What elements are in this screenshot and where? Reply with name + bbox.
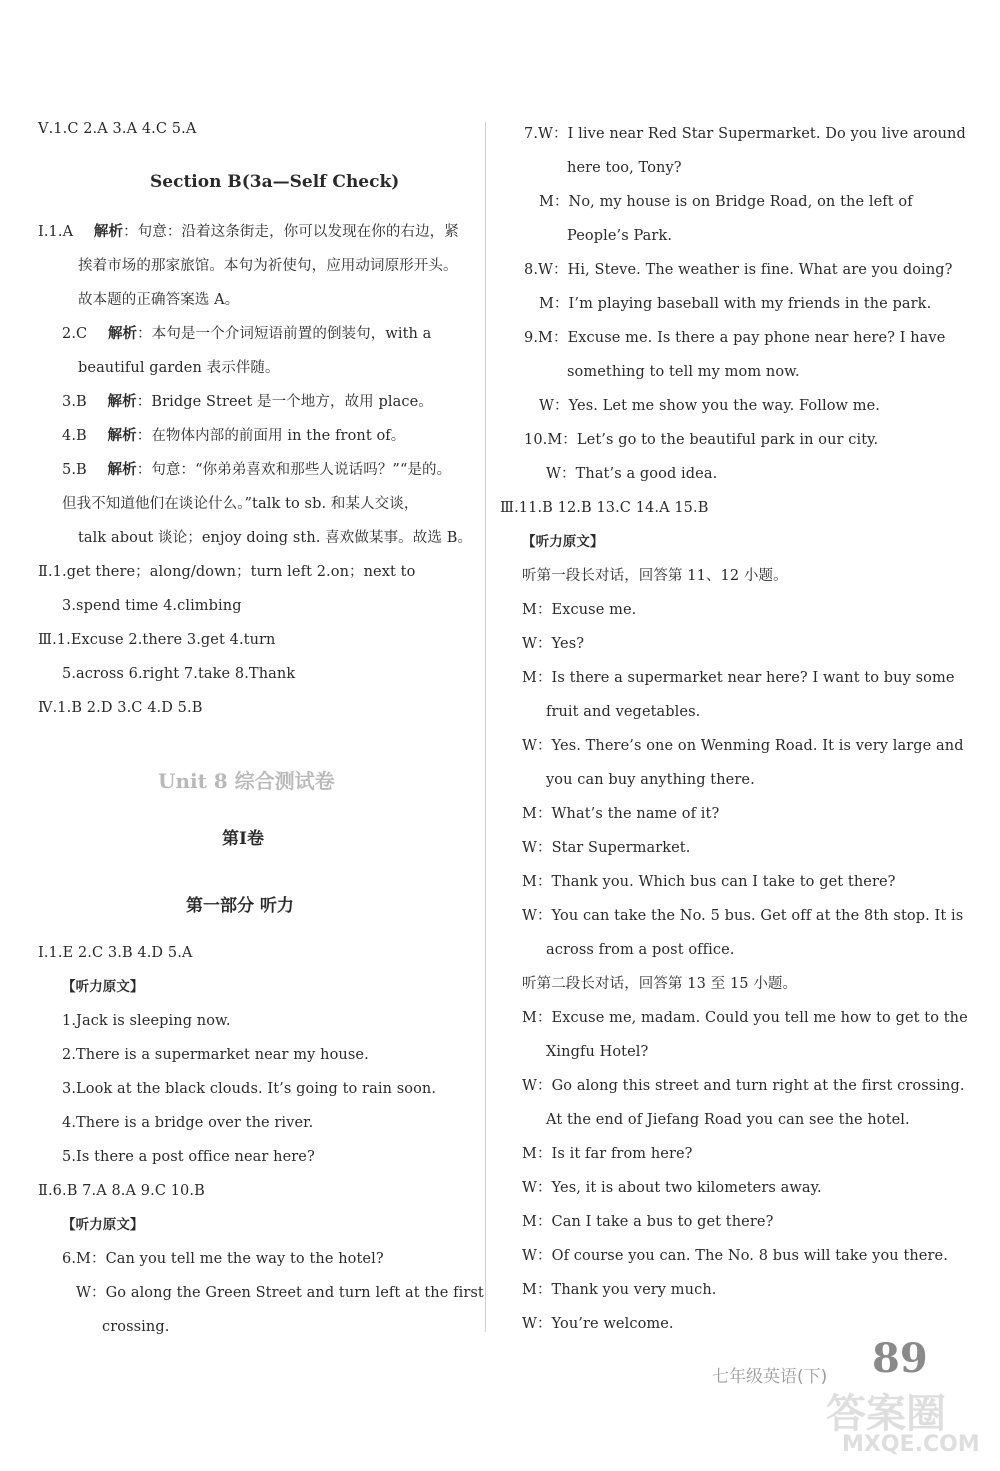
q3-line <box>62 392 433 412</box>
watermark-url: MXQE.COM <box>842 1432 980 1457</box>
juan-title: 第Ⅰ卷 <box>222 829 264 849</box>
dialog-10-w: W：That’s a good idea. <box>546 466 718 482</box>
conv1-line-5: M：What’s the name of it? <box>522 806 720 822</box>
sentence-2: 2.There is a supermarket near my house. <box>62 1047 369 1063</box>
dialog-7-m-1: M：No, my house is on Bridge Road, on the left of <box>539 194 913 210</box>
iii-answers: Ⅲ.11.B 12.B 13.C 14.A 15.B <box>500 500 709 516</box>
q3-text: ：Bridge Street 是一个地方，故用 place。 <box>136 394 433 410</box>
watermark-logo: 答案圈 <box>826 1391 946 1437</box>
conv1-line-6: W：Star Supermarket. <box>522 840 691 856</box>
conv1-line-1: M：Excuse me. <box>522 602 637 618</box>
dialog-10-m: 10.M：Let’s go to the beautiful park in our city. <box>524 432 879 448</box>
dialog-6-m: 6.M：Can you tell me the way to the hotel? <box>62 1251 384 1267</box>
q5-analysis-tag: 解析 <box>107 461 137 478</box>
q2-line-2: beautiful garden 表示伴随。 <box>78 360 280 376</box>
conv1-line-4a: W：Yes. There’s one on Wenming Road. It is very large and <box>522 738 964 754</box>
conv1-line-4b: you can buy anything there. <box>546 772 755 788</box>
sentence-4: 4.There is a bridge over the river. <box>62 1115 314 1131</box>
conv1-line-3a: M：Is there a supermarket near here? I want to buy some <box>522 670 955 686</box>
q4-text: ：在物体内部的前面用 in the front of。 <box>136 428 406 444</box>
conv2-line-8: W：You’re welcome. <box>522 1316 674 1332</box>
conv1-line-3b: fruit and vegetables. <box>546 704 701 720</box>
dialog-8-w: 8.W：Hi, Steve. The weather is fine. What are you doing? <box>524 262 953 278</box>
listening-label-1: 【听力原文】 <box>62 979 144 995</box>
dialog-8-m: M：I’m playing baseball with my friends in the park. <box>539 296 932 312</box>
page-number: 89 <box>872 1335 928 1382</box>
q1-line-1 <box>38 222 459 242</box>
q4-line <box>62 426 405 446</box>
q4-analysis-tag: 解析 <box>107 427 137 444</box>
book-title: 七年级英语(下) <box>712 1367 828 1387</box>
conv2-line-6: W：Of course you can. The No. 8 bus will take you there. <box>522 1248 948 1264</box>
section-b-heading: Section B(3a—Self Check) <box>150 172 400 192</box>
q4-label: 4.B <box>62 428 87 444</box>
conv2-line-2b: At the end of Jiefang Road you can see the hotel. <box>546 1112 910 1128</box>
q3-analysis-tag: 解析 <box>107 393 137 410</box>
conv2-line-5: M：Can I take a bus to get there? <box>522 1214 774 1230</box>
q1-label: Ⅰ.1.A <box>38 224 74 240</box>
part-one-title: 第一部分 听力 <box>186 896 294 916</box>
conv2-line-4: W：Yes, it is about two kilometers away. <box>522 1180 822 1196</box>
q5-label: 5.B <box>62 462 87 478</box>
i-answers: Ⅰ.1.E 2.C 3.B 4.D 5.A <box>38 945 193 961</box>
listening-label-3: 【听力原文】 <box>522 534 604 550</box>
dialog-7-m-2: People’s Park. <box>567 228 673 244</box>
iii-line-2: 5.across 6.right 7.take 8.Thank <box>62 666 296 682</box>
conv2-line-7: M：Thank you very much. <box>522 1282 717 1298</box>
q1-analysis-tag: 解析 <box>93 223 124 240</box>
ii-line-2: 3.spend time 4.climbing <box>62 598 242 614</box>
conv2-line-1b: Xingfu Hotel? <box>546 1044 649 1060</box>
dialog-6-w-1: W：Go along the Green Street and turn left at the first <box>76 1285 484 1301</box>
q3-label: 3.B <box>62 394 87 410</box>
q1-line-2: 挨着市场的那家旅馆。本句为祈使句，应用动词原形开头。 <box>78 258 458 274</box>
column-divider <box>485 122 486 1332</box>
sentence-5: 5.Is there a post office near here? <box>62 1149 315 1165</box>
answer-line-v: Ⅴ.1.C 2.A 3.A 4.C 5.A <box>38 121 197 137</box>
q2-label: 2.C <box>62 326 88 342</box>
conv2-line-3: M：Is it far from here? <box>522 1146 693 1162</box>
dialog-9-m-2: something to tell my mom now. <box>567 364 800 380</box>
conv2-line-2a: W：Go along this street and turn right at the first crossing. <box>522 1078 965 1094</box>
conv1-line-8b: across from a post office. <box>546 942 735 958</box>
intro-second-dialog: 听第二段长对话，回答第 13 至 15 小题。 <box>522 976 798 992</box>
q2-analysis-tag: 解析 <box>107 325 138 342</box>
conv1-line-8a: W：You can take the No. 5 bus. Get off at the 8th stop. It is <box>522 908 964 924</box>
iv-line: Ⅳ.1.B 2.D 3.C 4.D 5.B <box>38 700 203 716</box>
dialog-6-w-2: crossing. <box>102 1319 170 1335</box>
conv1-line-2: W：Yes? <box>522 636 585 652</box>
q2-text-1: ：本句是一个介词短语前置的倒装句，with a <box>137 326 432 342</box>
q5-text-1: ：句意：“你弟弟喜欢和那些人说话吗？”“是的。 <box>136 462 452 478</box>
q1-text-1: ：句意：沿着这条街走，你可以发现在你的右边，紧 <box>123 224 459 240</box>
listening-label-2: 【听力原文】 <box>62 1217 144 1233</box>
dialog-9-m-1: 9.M：Excuse me. Is there a pay phone near here? I have <box>524 330 946 346</box>
dialog-9-w: W：Yes. Let me show you the way. Follow me. <box>539 398 880 414</box>
sentence-3: 3.Look at the black clouds. It’s going to rain soon. <box>62 1081 437 1097</box>
q2-line-1 <box>62 324 431 344</box>
conv2-line-1a: M：Excuse me, madam. Could you tell me how to get to the <box>522 1010 968 1026</box>
dialog-7-w-1: 7.W：I live near Red Star Supermarket. Do you live around <box>524 126 966 142</box>
q5-line-1 <box>62 460 451 480</box>
q5-line-2: 但我不知道他们在谈论什么。”talk to sb. 和某人交谈， <box>62 496 419 512</box>
ii-line-1: Ⅱ.1.get there；along/down；turn left 2.on；next to <box>38 564 416 580</box>
unit-title: Unit 8 综合测试卷 <box>158 769 335 793</box>
sentence-1: 1.Jack is sleeping now. <box>62 1013 231 1029</box>
dialog-7-w-2: here too, Tony? <box>567 160 682 176</box>
ii-answers: Ⅱ.6.B 7.A 8.A 9.C 10.B <box>38 1183 205 1199</box>
conv1-line-7: M：Thank you. Which bus can I take to get there? <box>522 874 896 890</box>
intro-first-dialog: 听第一段长对话，回答第 11、12 小题。 <box>522 568 788 584</box>
q5-line-3: talk about 谈论；enjoy doing sth. 喜欢做某事。故选 B。 <box>78 530 473 546</box>
iii-line-1: Ⅲ.1.Excuse 2.there 3.get 4.turn <box>38 632 276 648</box>
q1-line-3: 故本题的正确答案选 A。 <box>78 292 240 308</box>
